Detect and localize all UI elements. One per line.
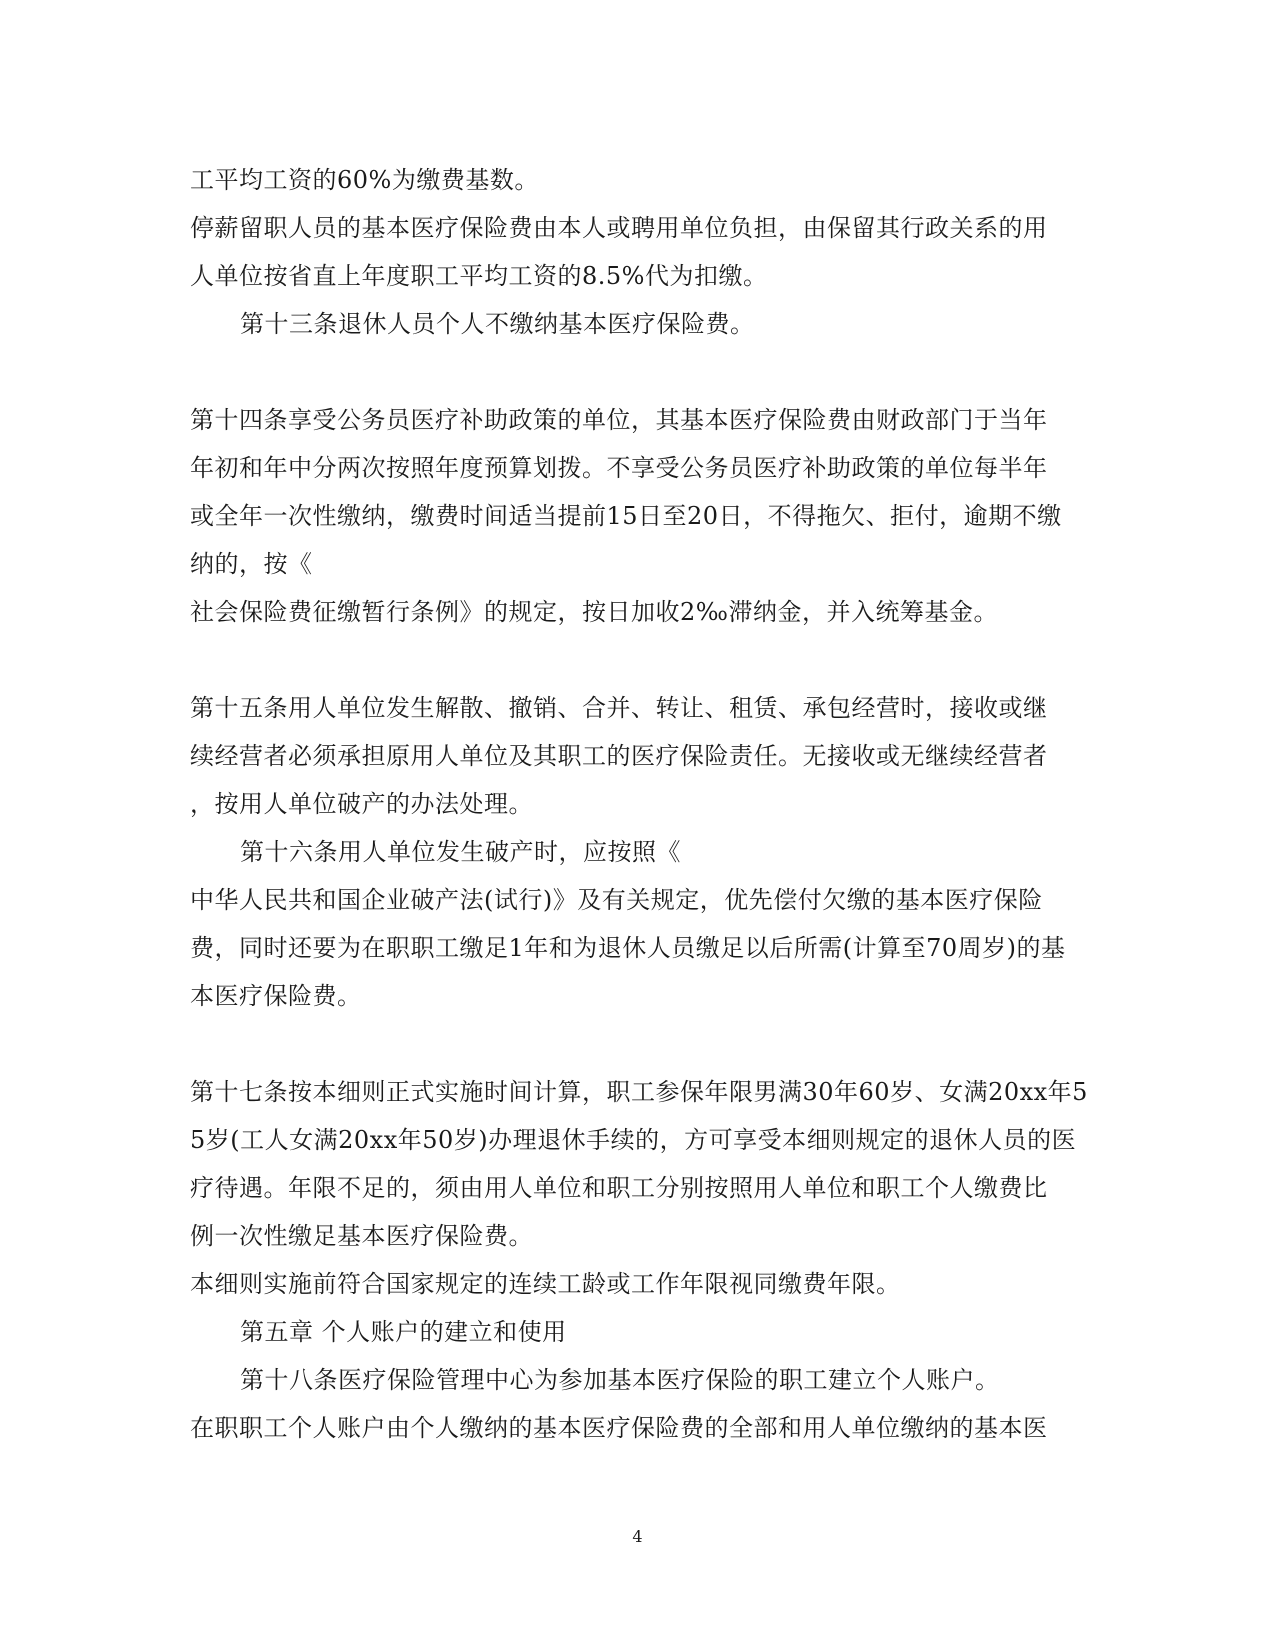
text-line: 或全年一次性缴纳，缴费时间适当提前15日至20日，不得拖欠、拒付，逾期不缴 xyxy=(190,502,1062,530)
text-line: ，按用人单位破产的办法处理。 xyxy=(190,790,533,818)
text-line: 第十八条医疗保险管理中心为参加基本医疗保险的职工建立个人账户。 xyxy=(240,1366,1000,1394)
text-line: 年初和年中分两次按照年度预算划拨。不享受公务员医疗补助政策的单位每半年 xyxy=(190,454,1048,482)
chapter-heading: 第五章 个人账户的建立和使用 xyxy=(240,1318,567,1346)
text-line: 本医疗保险费。 xyxy=(190,982,362,1010)
text-line: 停薪留职人员的基本医疗保险费由本人或聘用单位负担，由保留其行政关系的用 xyxy=(190,214,1048,242)
text-line: 中华人民共和国企业破产法(试行)》及有关规定，优先偿付欠缴的基本医疗保险 xyxy=(190,886,1043,914)
text-line: 第十六条用人单位发生破产时，应按照《 xyxy=(240,838,681,866)
text-line: 疗待遇。年限不足的，须由用人单位和职工分别按照用人单位和职工个人缴费比 xyxy=(190,1174,1048,1202)
text-line: 在职职工个人账户由个人缴纳的基本医疗保险费的全部和用人单位缴纳的基本医 xyxy=(190,1414,1048,1442)
text-line: 第十四条享受公务员医疗补助政策的单位，其基本医疗保险费由财政部门于当年 xyxy=(190,406,1048,434)
text-line: 社会保险费征缴暂行条例》的规定，按日加收2‰滞纳金，并入统筹基金。 xyxy=(190,598,998,626)
text-line: 5岁(工人女满20xx年50岁)办理退休手续的，方可享受本细则规定的退休人员的医 xyxy=(190,1126,1077,1154)
page-number: 4 xyxy=(632,1527,643,1546)
text-line: 续经营者必须承担原用人单位及其职工的医疗保险责任。无接收或无继续经营者 xyxy=(190,742,1048,770)
text-line: 第十三条退休人员个人不缴纳基本医疗保险费。 xyxy=(240,310,755,338)
text-line: 本细则实施前符合国家规定的连续工龄或工作年限视同缴费年限。 xyxy=(190,1270,901,1298)
text-line: 工平均工资的60%为缴费基数。 xyxy=(190,166,539,194)
text-line: 费，同时还要为在职职工缴足1年和为退休人员缴足以后所需(计算至70周岁)的基 xyxy=(190,934,1066,962)
text-line: 第十五条用人单位发生解散、撤销、合并、转让、租赁、承包经营时，接收或继 xyxy=(190,694,1048,722)
text-line: 第十七条按本细则正式实施时间计算，职工参保年限男满30年60岁、女满20xx年5 xyxy=(190,1078,1088,1106)
text-line: 人单位按省直上年度职工平均工资的8.5%代为扣缴。 xyxy=(190,262,768,290)
text-line: 纳的，按《 xyxy=(190,550,313,578)
text-line: 例一次性缴足基本医疗保险费。 xyxy=(190,1222,533,1250)
